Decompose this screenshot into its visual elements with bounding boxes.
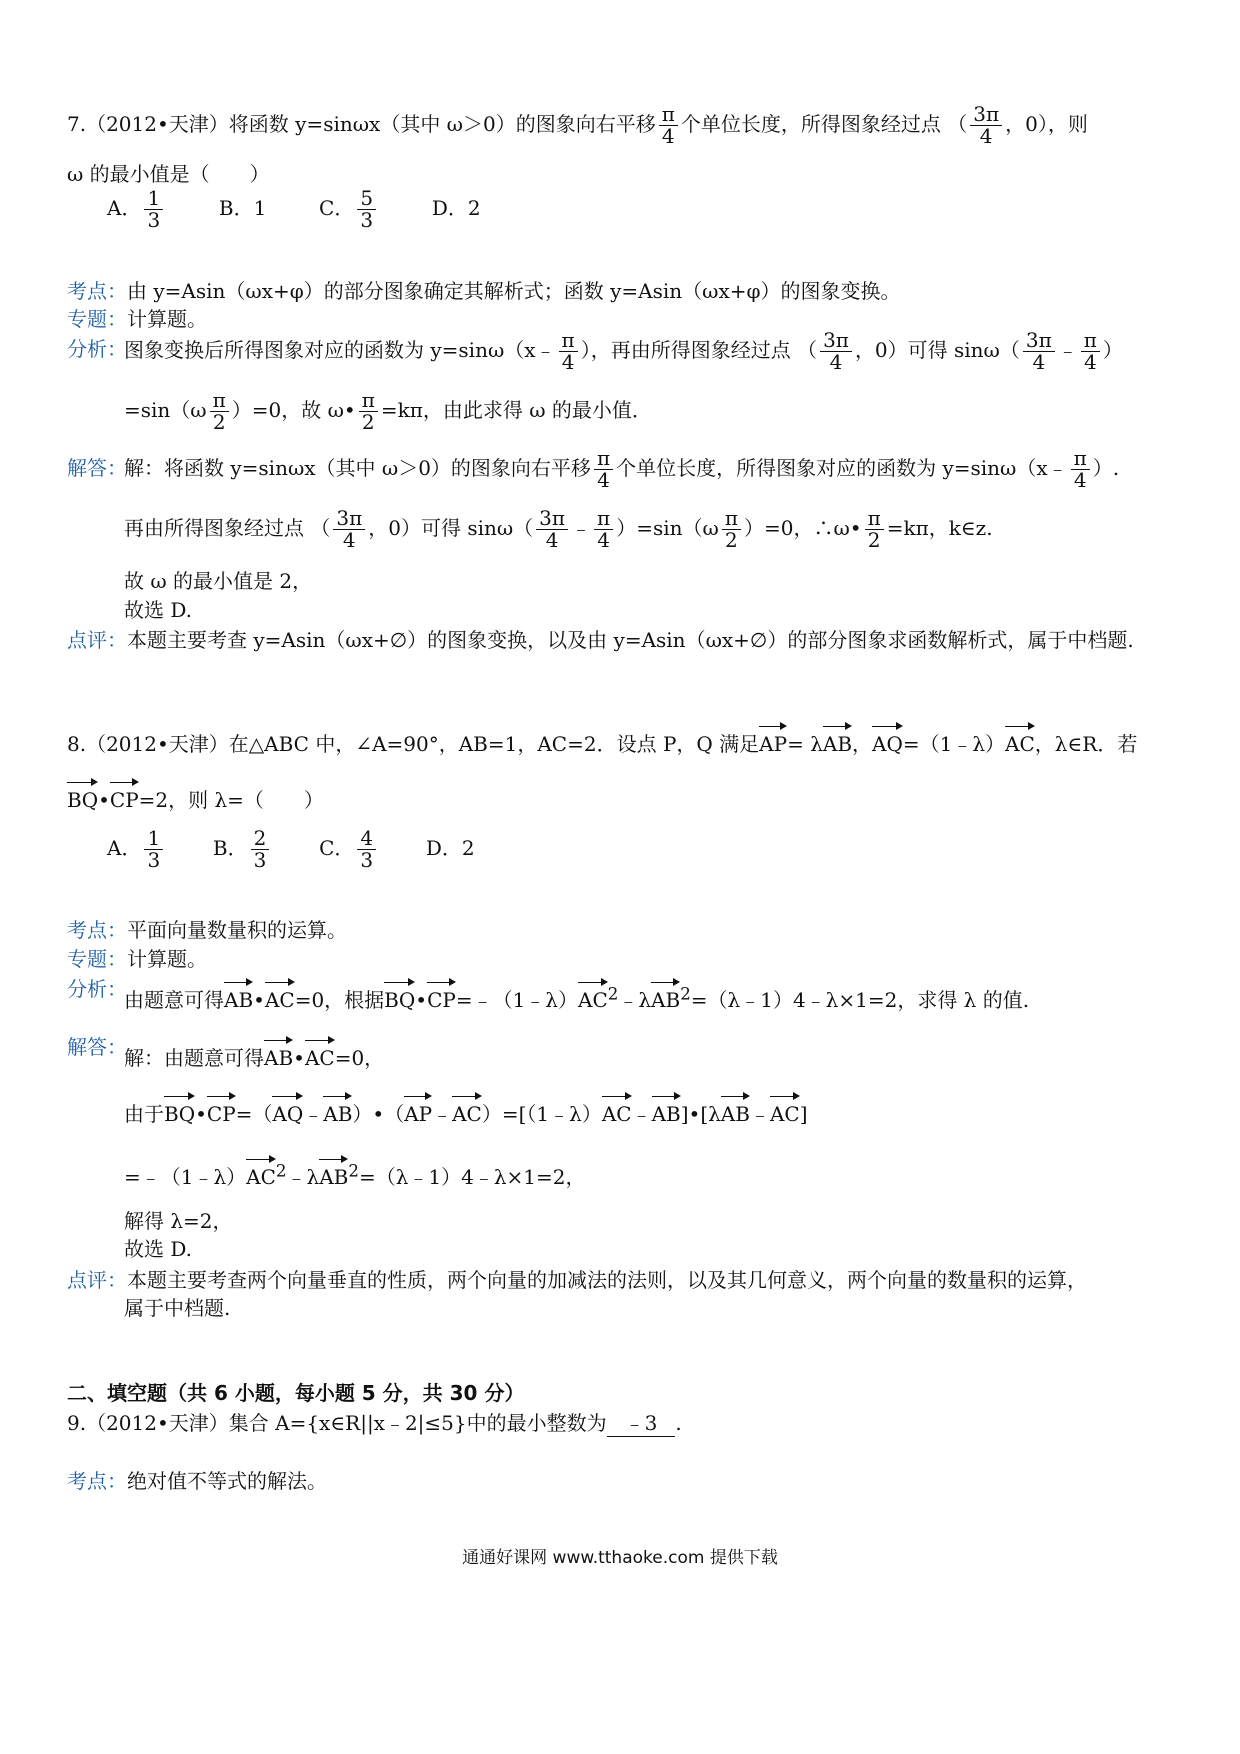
section-title: 二、填空题（共 6 小题，每小题 5 分，共 30 分）: [67, 1381, 525, 1405]
zhuanti-label: 专题：: [67, 947, 127, 971]
q8-dianping-line2: 属于中档题.: [124, 1296, 231, 1320]
vector-ap: AP: [759, 722, 787, 756]
vector-aq: AQ: [872, 722, 903, 756]
q8-zhuanti: 专题：计算题。: [67, 947, 207, 971]
q8-option-b: B． $\frac{2}{3}$: [213, 836, 272, 860]
dianping-label: 点评：: [67, 1268, 127, 1292]
q7-options: [107, 188, 481, 231]
q7-option-c: C． $\frac{5}{3}$: [319, 196, 379, 220]
vector-ab: AB: [823, 722, 852, 756]
q7-fenxi-line2: =sin（ω $\frac{\pi}{2}$ ）=0，故 ω• $\frac{\pi}{2}$ =kπ，由此求得 ω 的最小值．: [124, 388, 652, 434]
kaodian-label: 考点：: [67, 279, 127, 303]
answer-blank: ﹣3: [607, 1407, 676, 1437]
q8-option-c: C． $\frac{4}{3}$: [319, 836, 379, 860]
q7-fenxi-line1: 图象变换后所得图象对应的函数为 y=sinω（x﹣ $\frac{\pi}{4}$ ），再由所得图象经过点 （ $\frac{3\pi}{4}$ ，0）可得 sinω（ $\frac{3\pi}{4}$ ﹣ $\frac{\pi}{4}$ ）: [124, 328, 1123, 374]
q8-stem-line2: BQ•CP=2，则 λ=（ ）: [67, 778, 324, 813]
q8-stem-line1: 8.（2012•天津）在△ABC 中，∠A=90°，AB=1，AC=2．设点 P，Q 满足AP= λAB，AQ=（1﹣λ）AC，λ∈R．若: [67, 722, 1137, 757]
fraction-3pi-over-4: $\frac{3\pi}{4}$: [970, 104, 1002, 147]
q7-jieda-line4: 故选 D.: [124, 598, 193, 622]
q7-fenxi-label: 分析：: [67, 337, 127, 361]
q8-jieda-line4: 解得 λ=2，: [124, 1209, 233, 1233]
q8-jieda-line1: 解：由题意可得AB•AC=0，: [124, 1036, 384, 1071]
q8-fenxi-label: 分析：: [67, 977, 127, 1001]
page-footer: 通通好课网 www.tthaoke.com 提供下载: [462, 1548, 778, 1568]
q8-jieda-line2: 由于BQ•CP=（AQ﹣AB）•（AP﹣AC）=[（1﹣λ）AC﹣AB]•[λAB﹣AC]: [124, 1092, 808, 1127]
q9-kaodian: 考点：绝对值不等式的解法。: [67, 1469, 327, 1493]
dianping-label: 点评：: [67, 628, 127, 652]
q7-jieda-line2: 再由所得图象经过点 （ $\frac{3\pi}{4}$ ，0）可得 sinω（ $\frac{3\pi}{4}$ ﹣ $\frac{\pi}{4}$ ）=sin（ω $\frac{\pi}{2}$ ）=0，∴ω• $\frac{\pi}{2}$ =kπ，k∈z.: [124, 506, 993, 552]
q8-jieda-label: 解答：: [67, 1035, 127, 1059]
q8-jieda-line5: 故选 D.: [124, 1237, 193, 1261]
q8-option-a: A． $\frac{1}{3}$: [107, 836, 166, 860]
q8-dianping: 点评：本题主要考查两个向量垂直的性质，两个向量的加减法的法则，以及其几何意义，两个向量的数量积的运算，: [67, 1268, 1087, 1292]
q9-stem: 9.（2012•天津）集合 A={x∈R||x﹣2|≤5}中的最小整数为 ﹣3 .: [67, 1407, 682, 1437]
q7-option-a: A． $\frac{1}{3}$: [107, 196, 166, 220]
q7-option-b: B．1: [218, 196, 267, 220]
vector-ac: AC: [1005, 722, 1035, 756]
kaodian-label: 考点：: [67, 1469, 127, 1493]
q7-kaodian: 考点：由 y=Asin（ωx+φ）的部分图象确定其解析式；函数 y=Asin（ωx+φ）的图象变换。: [67, 279, 901, 303]
q8-kaodian: 考点：平面向量数量积的运算。: [67, 918, 347, 942]
q7-jieda-label: 解答：: [67, 456, 127, 480]
fraction-pi-over-4: $\frac{\pi}{4}$: [659, 104, 678, 147]
q7-jieda-line1: 解：将函数 y=sinωx（其中 ω＞0）的图象向右平移 $\frac{\pi}{4}$ 个单位长度，所得图象对应的函数为 y=sinω（x﹣ $\frac{\pi}{4}$ ）.: [124, 446, 1120, 492]
q8-fenxi-line: 由题意可得AB•AC=0，根据$BQ•CP=﹣(1﹣\lambda)AC^2﹣\lambda AB^2=(\lambda﹣1)4﹣\lambda\times 1=2$，求得 λ 的值.: [124, 978, 1029, 1013]
q7-option-d: D．2: [431, 196, 481, 220]
q7-dianping: 点评：本题主要考查 y=Asin（ωx+∅）的图象变换，以及由 y=Asin（ωx+∅）的部分图象求函数解析式，属于中档题.: [67, 628, 1134, 652]
q7-stem-line2: ω 的最小值是（ ）: [67, 162, 270, 186]
q8-option-d: D．2: [425, 836, 475, 860]
q8-options: [107, 828, 475, 871]
kaodian-label: 考点：: [67, 918, 127, 942]
zhuanti-label: 专题：: [67, 307, 127, 331]
q8-jieda-line3: $=﹣(1﹣\lambda)AC^2﹣\lambda AB^2=(\lambda﹣1)4﹣\lambda\times 1=2$，: [124, 1155, 586, 1190]
q7-jieda-line3: 故 ω 的最小值是 2，: [124, 569, 313, 593]
q7-zhuanti: 专题：计算题。: [67, 307, 207, 331]
q7-stem-line1: 7.（2012•天津）将函数 y=sinωx（其中 ω＞0）的图象向右平移 $\frac{\pi}{4}$ 个单位长度，所得图象经过点 （ $\frac{3\pi}{4}$ ，0），则: [67, 102, 1088, 148]
